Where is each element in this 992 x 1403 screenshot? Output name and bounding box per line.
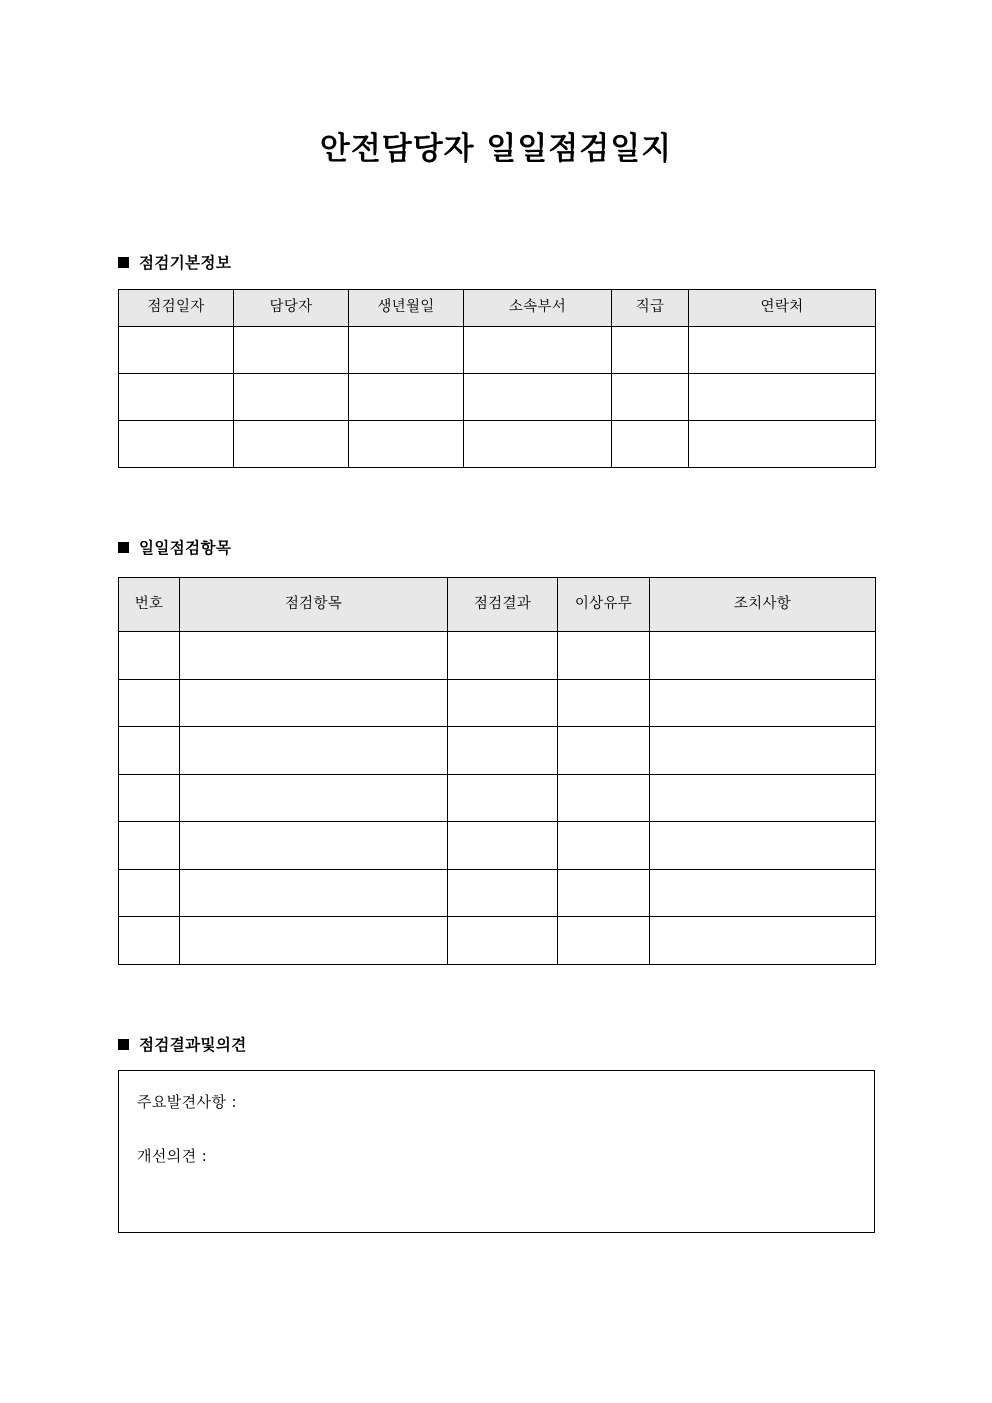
cell-inspection-item[interactable]	[180, 869, 448, 917]
cell-number[interactable]	[119, 679, 180, 727]
cell-number[interactable]	[119, 917, 180, 965]
cell-inspection-item[interactable]	[180, 632, 448, 680]
column-header-birth-date: 생년월일	[349, 290, 464, 327]
basic-info-table	[118, 289, 876, 468]
cell-person-in-charge[interactable]	[234, 374, 349, 421]
cell-department[interactable]	[464, 374, 612, 421]
table-row	[119, 679, 876, 727]
table-row	[119, 727, 876, 775]
column-header-abnormality: 이상유무	[558, 578, 650, 632]
section-heading-label: 점검기본정보	[139, 254, 232, 272]
column-header-number: 번호	[119, 578, 180, 632]
cell-action-taken[interactable]	[650, 632, 876, 680]
cell-inspection-result[interactable]	[448, 822, 558, 870]
table-row	[119, 774, 876, 822]
cell-position[interactable]	[612, 374, 689, 421]
cell-inspection-date[interactable]	[119, 421, 234, 468]
column-header-inspection-date: 점검일자	[119, 290, 234, 327]
table-row	[119, 822, 876, 870]
improvement-opinion-label: 개선의견 :	[137, 1147, 208, 1165]
section-heading-basic-info	[118, 251, 231, 273]
inspection-items-table	[118, 577, 876, 965]
table-row	[119, 632, 876, 680]
table-row	[119, 421, 876, 468]
table-row	[119, 917, 876, 965]
cell-department[interactable]	[464, 327, 612, 374]
column-header-inspection-result: 점검결과	[448, 578, 558, 632]
cell-birth-date[interactable]	[349, 374, 464, 421]
cell-inspection-date[interactable]	[119, 327, 234, 374]
section-heading-inspection-items	[118, 536, 231, 558]
cell-inspection-item[interactable]	[180, 917, 448, 965]
major-findings-label: 주요발견사항 :	[137, 1093, 237, 1111]
table-header-row	[119, 290, 876, 327]
cell-inspection-item[interactable]	[180, 679, 448, 727]
cell-number[interactable]	[119, 822, 180, 870]
table-row	[119, 327, 876, 374]
cell-abnormality[interactable]	[558, 822, 650, 870]
table-row	[119, 374, 876, 421]
cell-birth-date[interactable]	[349, 327, 464, 374]
cell-department[interactable]	[464, 421, 612, 468]
section-heading-result-opinion	[118, 1033, 247, 1055]
cell-contact[interactable]	[689, 374, 876, 421]
cell-abnormality[interactable]	[558, 727, 650, 775]
column-header-action-taken: 조치사항	[650, 578, 876, 632]
section-heading-label: 점검결과및의견	[139, 1036, 247, 1054]
cell-abnormality[interactable]	[558, 869, 650, 917]
cell-inspection-result[interactable]	[448, 917, 558, 965]
result-opinion-box[interactable]	[118, 1070, 875, 1233]
cell-number[interactable]	[119, 727, 180, 775]
cell-birth-date[interactable]	[349, 421, 464, 468]
cell-abnormality[interactable]	[558, 632, 650, 680]
column-header-contact: 연락처	[689, 290, 876, 327]
cell-abnormality[interactable]	[558, 679, 650, 727]
cell-inspection-result[interactable]	[448, 632, 558, 680]
cell-inspection-item[interactable]	[180, 774, 448, 822]
cell-inspection-result[interactable]	[448, 869, 558, 917]
cell-action-taken[interactable]	[650, 822, 876, 870]
table-row	[119, 869, 876, 917]
cell-number[interactable]	[119, 869, 180, 917]
section-heading-label: 일일점검항목	[139, 539, 232, 557]
cell-inspection-result[interactable]	[448, 727, 558, 775]
column-header-person-in-charge: 담당자	[234, 290, 349, 327]
column-header-inspection-item: 점검항목	[180, 578, 448, 632]
cell-action-taken[interactable]	[650, 679, 876, 727]
cell-inspection-item[interactable]	[180, 727, 448, 775]
cell-contact[interactable]	[689, 327, 876, 374]
page-title: 안전담당자 일일점검일지	[319, 131, 673, 167]
square-bullet-icon	[118, 257, 129, 268]
cell-person-in-charge[interactable]	[234, 327, 349, 374]
cell-inspection-date[interactable]	[119, 374, 234, 421]
cell-action-taken[interactable]	[650, 727, 876, 775]
cell-inspection-result[interactable]	[448, 774, 558, 822]
cell-person-in-charge[interactable]	[234, 421, 349, 468]
table-header-row	[119, 578, 876, 632]
cell-number[interactable]	[119, 774, 180, 822]
cell-number[interactable]	[119, 632, 180, 680]
cell-inspection-result[interactable]	[448, 679, 558, 727]
cell-abnormality[interactable]	[558, 917, 650, 965]
cell-inspection-item[interactable]	[180, 822, 448, 870]
cell-contact[interactable]	[689, 421, 876, 468]
cell-action-taken[interactable]	[650, 869, 876, 917]
cell-position[interactable]	[612, 421, 689, 468]
cell-action-taken[interactable]	[650, 774, 876, 822]
cell-position[interactable]	[612, 327, 689, 374]
cell-abnormality[interactable]	[558, 774, 650, 822]
cell-action-taken[interactable]	[650, 917, 876, 965]
column-header-department: 소속부서	[464, 290, 612, 327]
square-bullet-icon	[118, 1039, 129, 1050]
column-header-position: 직급	[612, 290, 689, 327]
square-bullet-icon	[118, 542, 129, 553]
